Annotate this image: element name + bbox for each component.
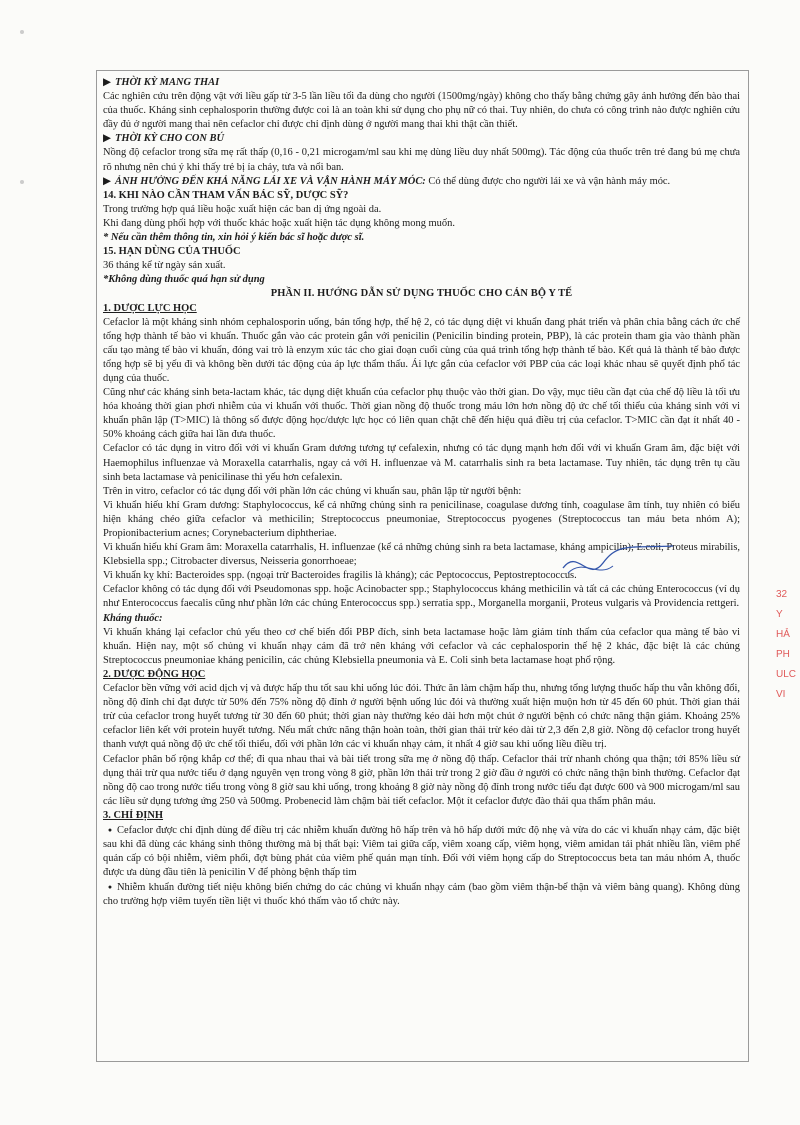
- paragraph: Cefaclor bền vững với acid dịch vị và được hấp thu tốt sau khi uống lúc đói. Thức ăn làm chậm hấp thu, nhưng tổng lượng thuốc hấp thu vẫn không đổi, nồng độ đỉnh chỉ đạt được từ 50% đến 75% nồng độ đỉnh ở người bệnh uống lúc đói và thường xuất hiện muộn hơn từ 45 đến 60 phút. Thời gian thải trừ của cefaclor trong huyết tương từ 30 đến 60 phút; thời gian này thường kéo dài hơn một chút ở người bệnh có chức năng thận giảm. Khoảng 25% cefaclor liên kết với protein huyết tương. Nếu mất chức năng thận hoàn toàn, thời gian thải trừ kéo dài từ 2,3 đến 2,8 giờ. Nồng độ cefaclor trong huyết thanh vượt quá nồng độ ức chế tối thiểu, đối với phần lớn các vi khuẩn nhạy cảm, ít nhất 4 giờ sau khi uống liều điều trị.: [103, 683, 740, 751]
- section-heading: 3. CHỈ ĐỊNH: [103, 809, 164, 821]
- paragraph-text: Có thể dùng được cho người lái xe và vận hành máy móc.: [425, 175, 671, 187]
- paragraph: Các nghiên cứu trên động vật với liều gấp từ 3-5 lần liều tối đa dùng cho người (1500mg/ngày) không cho thấy bằng chứng gây ảnh hưởng đến bào thai của thuốc. Kháng sinh cephalosporin thường được coi là an toàn khi sử dụng cho phụ nữ có thai. Tuy nhiên, do chưa có công trình nào được nghiên cứu đầy đủ ở người mang thai nên cefaclor chỉ được chỉ định dùng ở người mang thai khi thật cần thiết.: [103, 91, 740, 131]
- red-stamp-fragment: [776, 585, 800, 725]
- stamp-fragment-text: VI: [776, 689, 786, 700]
- paragraph: Vi khuẩn kháng lại cefaclor chủ yếu theo cơ chế biến đổi PBP đích, sinh beta lactamase hoặc làm giảm tính thấm của cefaclor qua màng tế bào vi khuẩn. Hiện nay, một số chủng vi khuẩn nhạy cảm đã trở nên kháng với cefaclor và các cephalosporin thế hệ 2 khác, đặc biệt là các chủng Streptococcus pneumoniae kháng penicilin, các chủng Klebsiella pneumonia và E. Coli sinh beta lactamase hoạt phổ rộng.: [103, 626, 740, 666]
- document-body: [103, 76, 740, 910]
- note-text: *Không dùng thuốc quá hạn sử dụng: [103, 274, 265, 286]
- triangle-bullet-icon: ▶: [103, 133, 112, 145]
- triangle-bullet-icon: ▶: [103, 175, 112, 187]
- numbered-heading: 15. HẠN DÙNG CỦA THUỐC: [103, 246, 241, 258]
- stamp-fragment-text: HẢ: [776, 629, 790, 640]
- part-title: PHẦN II. HƯỚNG DẪN SỬ DỤNG THUỐC CHO CÁN BỘ Y TẾ: [270, 288, 573, 300]
- bullet-dot-icon: ●: [107, 825, 113, 834]
- paragraph-text: Cefaclor được chỉ định dùng để điều trị các nhiễm khuẩn đường hô hấp trên và hô hấp dưới mức độ nhẹ và vừa do các vi khuẩn nhạy cảm, đặc biệt sau khi đã dùng các kháng sinh thông thường mà bị thất bại: Viêm tai giữa cấp, viêm xoang cấp, viêm họng, viêm amidan tái phát nhiều lần, viêm phế quản cấp có bội nhiễm, viêm phổi, đợt bùng phát của viêm phế quản mạn tính. Đối với viêm họng cấp do Streptococcus beta tan máu nhóm A, thuốc được ưa dùng đầu tiên là penicilin V để phòng bệnh thấp tim: [103, 824, 740, 879]
- paragraph: Vi khuẩn hiếu khí Gram dương: Staphylococcus, kể cả những chủng sinh ra penicilinase, coagulase dương tính, coagulase âm tính, tuy nhiên có biểu hiện kháng chéo giữa cefaclor và methicilin; Streptococcus pneumoniae, Streptococcus pyogenes (Streptococcus tan máu beta nhóm A); Propionibacterium acnes; Corynebacterium diphtheriae.: [103, 499, 740, 539]
- stamp-fragment-text: Y: [776, 609, 783, 620]
- section-heading: [103, 76, 740, 90]
- paragraph: Vi khuẩn hiếu khí Gram âm: Moraxella catarrhalis, H. influenzae (kể cả những chủng sinh ra beta lactamase, kháng ampicilin); E.coli, Proteus mirabilis, Klebsiella spp.; Citrobacter diversus, Neisseria gonorrhoeae;: [103, 542, 740, 568]
- section-heading: 2. DƯỢC ĐỘNG HỌC: [103, 668, 206, 680]
- punch-hole: [20, 30, 24, 34]
- section-heading: [103, 132, 740, 146]
- stamp-fragment-text: PH: [776, 649, 790, 660]
- paragraph: Cũng như các kháng sinh beta-lactam khác, tác dụng diệt khuẩn của cefaclor phụ thuộc vào thời gian. Do vậy, mục tiêu cần đạt của chế độ liều là tối ưu hóa khoảng thời gian phơi nhiễm của vi khuẩn với thuốc. Thời gian nồng độ thuốc trong máu lớn hơn nồng độ ức chế tối thiểu của kháng sinh với vi khuẩn phân lập (T>MIC) là thông số được động học/dược lực học có liên quan chặt chẽ đến hiệu quả điều trị của cefaclor. T>MIC cần đạt ít nhất 40 - 50% khoảng cách giữa hai lần đưa thuốc.: [103, 387, 740, 441]
- section-heading-text: THỜI KỲ MANG THAI: [115, 77, 220, 88]
- paragraph: Vi khuẩn kỵ khí: Bacteroides spp. (ngoại trừ Bacteroides fragilis là kháng); các Peptococcus, Peptostreptococcus.: [103, 570, 577, 582]
- paragraph: Cefaclor không có tác dụng đối với Pseudomonas spp. hoặc Acinobacter spp.; Staphylococcus kháng methicilin và tất cả các chủng Enterococcus (ví dụ như Enterococcus faecalis cũng như phần lớn các chủng Enterococcus spp.) serratia spp., Morganella morganii, Proteus vulgaris và Providencia rettgeri.: [103, 584, 740, 610]
- paragraph: Cefaclor phân bố rộng khắp cơ thể; đi qua nhau thai và bài tiết trong sữa mẹ ở nồng độ thấp. Cefaclor thải trừ nhanh chóng qua thận; tới 85% liều sử dụng thải trừ qua nước tiểu ở dạng nguyên vẹn trong vòng 8 giờ, phần lớn thải trừ trong 2 giờ đầu ở người có chức năng thận bình thường. Cefaclor đạt nồng độ cao trong nước tiểu trong vòng 8 giờ sau khi uống, trong khoảng 8 giờ này nồng độ đỉnh trong nước tiểu đạt được 600 và 900 microgam/ml sau các liều sử dụng tương ứng 250 và 500mg. Probenecid làm chậm bài tiết cefaclor. Một ít cefaclor được đào thải qua thẩm phân máu.: [103, 753, 740, 807]
- section-heading-text: ẢNH HƯỞNG ĐẾN KHẢ NĂNG LÁI XE VÀ VẬN HÀNH MÁY MÓC:: [115, 175, 426, 187]
- triangle-bullet-icon: ▶: [103, 77, 112, 88]
- paragraph: Nồng độ cefaclor trong sữa mẹ rất thấp (0,16 - 0,21 microgam/ml sau khi mẹ dùng liều duy nhất 500mg). Tác động của thuốc trên trẻ đang bú mẹ chưa rõ nhưng nên chú ý khi thấy trẻ bị ỉa chảy, tưa và nổi ban.: [103, 147, 740, 173]
- bullet-paragraph: [103, 880, 740, 909]
- punch-hole: [20, 180, 24, 184]
- paragraph: Cefaclor có tác dụng in vitro đối với vi khuẩn Gram dương tương tự cefalexin, nhưng có tác dụng mạnh hơn đối với vi khuẩn Gram âm, đặc biệt với Haemophilus influenzae và Moraxella catarrhalis, ngay cả với H. influenzae và M. catarrhalis sinh ra beta lactamase. Tuy nhiên, tác dụng trên tụ cầu sinh beta lactamase và penicilinase thì yếu hơn cefalexin.: [103, 443, 740, 483]
- paragraph: Trong trường hợp quá liều hoặc xuất hiện các ban dị ứng ngoài da.: [103, 203, 382, 215]
- paragraph-text: Nhiễm khuẩn đường tiết niệu không biến chứng do các chủng vi khuẩn nhạy cảm (bao gồm viêm thận-bể thận và viêm bàng quang). Không dùng cho trường hợp viêm tuyến tiền liệt vì thuốc khó thấm vào tổ chức này.: [103, 882, 740, 908]
- paragraph: 36 tháng kể từ ngày sản xuất.: [103, 260, 226, 272]
- stamp-fragment-text: ULC: [776, 669, 797, 680]
- section-heading: 1. DƯỢC LỰC HỌC: [103, 302, 197, 314]
- header-smudge: [330, 2, 390, 10]
- bullet-dot-icon: ●: [107, 883, 113, 892]
- note-text: * Nếu cần thêm thông tin, xin hỏi ý kiến bác sĩ hoặc dược sĩ.: [103, 232, 365, 244]
- subsection-heading: Kháng thuốc:: [103, 612, 163, 624]
- section-heading-inline: [103, 175, 740, 189]
- bullet-paragraph: [103, 823, 740, 880]
- paragraph: Khi đang dùng phối hợp với thuốc khác hoặc xuất hiện tác dụng không mong muốn.: [103, 217, 455, 229]
- section-heading-text: THỜI KỲ CHO CON BÚ: [115, 133, 225, 145]
- numbered-heading: 14. KHI NÀO CẦN THAM VẤN BÁC SỸ, DƯỢC SỸ?: [103, 189, 349, 201]
- paragraph: Cefaclor là một kháng sinh nhóm cephalosporin uống, bán tổng hợp, thế hệ 2, có tác dụng diệt vi khuẩn đang phát triển và phân chia bằng cách ức chế tổng hợp thành tế bào vi khuẩn. Thuốc gắn vào các protein gắn với penicilin (Penicilin binding protein, PBP), là các protein tham gia vào thành phần cấu tạo màng tế bào vi khuẩn, đóng vai trò là enzym xúc tác cho giai đoạn cuối cùng của quá trình tổng hợp thành tế bào. Kết quả là thành tế bào được tổng hợp sẽ bị yếu đi và không bền dưới tác động của áp lực thẩm thấu. Ái lực gắn của cefaclor với PBP của các loại khác nhau sẽ quyết định phổ tác dụng của thuốc.: [103, 316, 740, 384]
- paragraph: Trên in vitro, cefaclor có tác dụng đối với phần lớn các chủng vi khuẩn sau, phân lập từ người bệnh:: [103, 485, 522, 497]
- stamp-fragment-text: 32: [776, 589, 788, 600]
